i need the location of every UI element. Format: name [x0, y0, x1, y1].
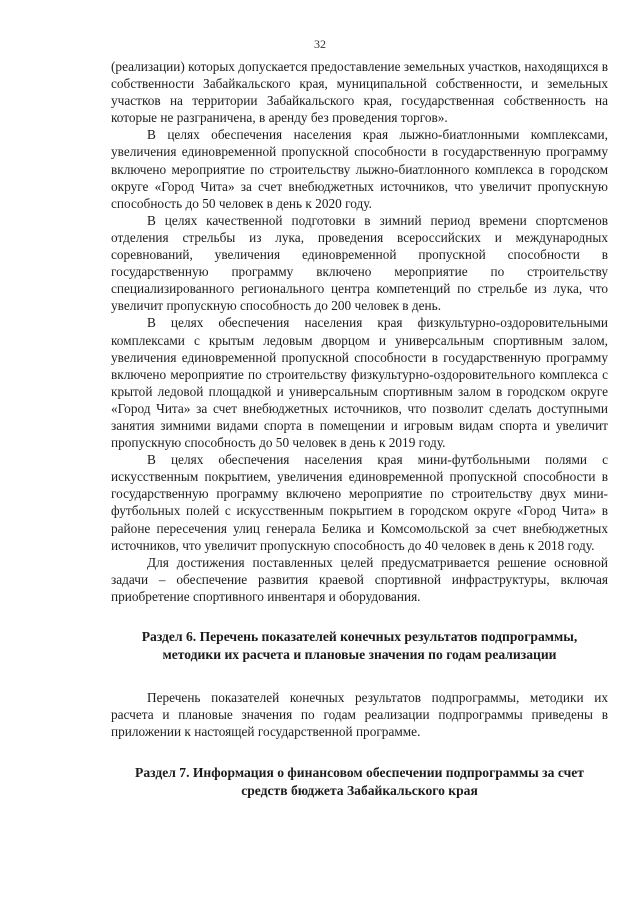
section-6-heading: Раздел 6. Перечень показателей конечных результатов подпрограммы, методики их расчета и плановые значения по годам реализации [141, 629, 578, 662]
paragraph-6: Для достижения поставленных целей предусматривается решение основной задачи – обеспечение развития краевой спортивной инфраструктуры, включая приобретение спортивного инвентаря и оборудования. [111, 554, 608, 604]
page-number: 32 [314, 37, 326, 51]
paragraph-5: В целях обеспечения населения края мини-футбольными полями с искусственным покрытием, увеличения единовременной пропускной способности в государственную программу включено мероприятие по строительству двух мини-футбольных полей с искусственным покрытием в городском округе «Город Чита» в районе пересечения улиц генерала Белика и Комсомольской за счет внебюджетных источников, что увеличит пропускную способность до 40 человек в день к 2018 году. [111, 452, 608, 553]
section-7-heading: Раздел 7. Информация о финансовом обеспечении подпрограммы за счет средств бюджета Забайкальского края [135, 765, 584, 798]
paragraph-1: (реализации) которых допускается предоставление земельных участков, находящихся в собственности Забайкальского края, муниципальной собственности, и земельных участков на территории Забайкальского края, государственная собственность на которые не разграничена, в аренду без проведения торгов». [111, 59, 608, 126]
paragraph-3: В целях качественной подготовки в зимний период времени спортсменов отделения стрельбы из лука, проведения всероссийских и международных соревнований, увеличения единовременной пропускной способности в государственную программу включено мероприятие по строительству специализированного регионального центра компетенций по стрельбе из лука, что увеличит пропускную способность до 200 человек в день. [111, 212, 608, 314]
paragraph-7: Перечень показателей конечных результатов подпрограммы, методики их расчета и плановые значения по годам реализации подпрограммы приведены в приложении к настоящей государственной программе. [111, 690, 608, 740]
paragraph-4: В целях обеспечения населения края физкультурно-оздоровительными комплексами с крытым ледовым дворцом и универсальным спортивным залом, увеличения единовременной пропускной способности в государственную программу включено мероприятие по строительству физкультурно-оздоровительного комплекса с крытой ледовой площадкой и универсальным спортивным залом в городском округе «Город Чита» за счет внебюджетных источников, что позволит сделать доступными занятия зимними видами спорта в помещении и игровым видам спорта и увеличит пропускную способность до 50 человек в день к 2019 году. [111, 315, 608, 451]
document-body [111, 58, 608, 799]
paragraph-2: В целях обеспечения населения края лыжно-биатлонными комплексами, увеличения единовременной пропускной способности в государственную программу включено мероприятие по строительству лыжно-биатлонного комплекса в городском округе «Город Чита» за счет внебюджетных источников, что увеличит пропускную способность до 50 человек в день к 2020 году. [111, 127, 608, 211]
